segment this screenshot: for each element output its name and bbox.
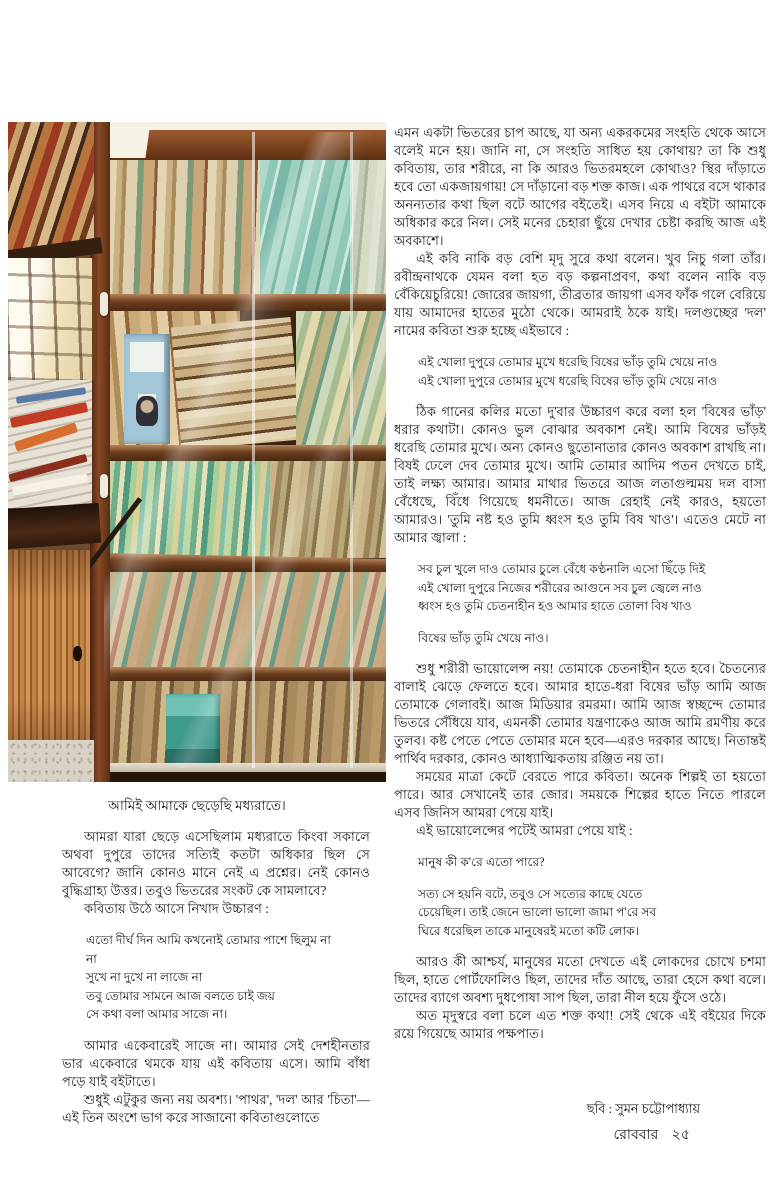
poem-line: না (86, 951, 97, 966)
left-column (62, 828, 370, 1127)
bookshelf-photo (8, 122, 386, 782)
right-column (394, 124, 766, 1043)
poem-line: মানুষ কী ক'রে এতো পারে? (418, 855, 545, 869)
poem-line: এই খোলা দুপুরে তোমার মুখে ধরেছি বিষের ভাঁড় তুমি খেয়ে নাও (418, 373, 718, 388)
magazine (14, 422, 78, 451)
paragraph: শুধু শরীরী ভায়োলেন্স নয়! তোমাকে চেতনাহীন হতে হবে। চৈতন্যের বালাই ঝেড়ে ফেলতে হবে। আমার হাতে-ধরা বিষের ভাঁড় আমি আজ তোমাকে গেলাবই। আজ মিডিয়ার রমরমা। আমি আজ স্বচ্ছন্দে তোমার ভিতরে সেঁধিয়ে যাব, এমনকী তোমার যন্ত্রণাকেও আজ আমি রমণীয় করে তুলব। কষ্ট পেতে পেতে তোমার মনে হবে—এরও দরকার আছে। নিতান্তই পার্থিব দরকার, কোনও আধ্যাত্মিকতায় রঞ্জিত নয় তা। (394, 661, 766, 766)
shelf4-books (108, 572, 386, 669)
poem-line: এই খোলা দুপুরে নিজের শরীরের আগুনে সব চুল জ্বেলে নাও (418, 580, 702, 595)
left-book-stack (8, 122, 94, 254)
keyhole (73, 646, 82, 661)
magazine (16, 387, 86, 404)
poem-line: ঘিরে ধরেছিল তাকে মানুষেরই মতো কটি লোক। (418, 923, 640, 938)
paragraph: কবিতায় উঠে আসে নিখাদ উচ্চারণ : (84, 901, 269, 916)
paragraph: আমরা যারা ছেড়ে এসেছিলাম মধ্যরাতে কিংবা সকালে অথবা দুপুরে তাদের সত্যিই কতটা অধিকার ছিল সে আবেগে? জানি কোনও মানে নেই এ প্রশ্নের। নেই কোনও বুদ্ধিগ্রাহ্য উত্তর। তবুও ভিতরের সংকট কে সামলাবে? (62, 829, 370, 898)
poem-line: সে কথা বলা আমার সাজে না। (86, 1007, 228, 1021)
wooden-door (8, 550, 90, 750)
cabinet-top-edge (8, 503, 101, 550)
shelf1-pale-books (352, 160, 386, 296)
shelf1-teal-books (260, 160, 352, 296)
book-label (130, 342, 164, 372)
paragraph: ঠিক গানের কলির মতো দু'বার উচ্চারণ করে বলা হল 'বিষের ভাঁড়' ধরার কথাটা। কোনও ভুল বোঝার অবকাশ নেই। আমি বিষের ভাঁড়ই ধরেছি তোমার মুখে। অন্য কোনও ছুতোনাতার কোনও অবকাশ রাখছি না। বিষই ঢেলে দেব তোমার মুখে। আমি তোমার আদিম পতন দেখতে চাই, তাই লক্ষ্য আমার। আমার মাথার ভিতরে আজ লতাগুল্মময় দল বাসা বেঁধেছে, বিঁধে গিয়েছে ধমনীতে। আজ রেহাই নেই কারও, হয়তো আমারও। 'তুমি নষ্ট হও তুমি ধ্বংস হও তুমি বিষ খাও'। এতেও মেটে না আমার জ্বালা : (394, 404, 766, 545)
poem-line: বিষের ভাঁড় তুমি খেয়ে নাও। (418, 630, 549, 645)
shelf-board (104, 667, 386, 681)
paragraph: শুধুই এটুকুর জন্য নয় অবশ্য। 'পাথর', 'দল' আর 'চিতা'—এই তিন অংশে ভাগ করে সাজানো কবিতাগুলোতে (62, 1091, 370, 1125)
poem-line: ধ্বংস হও তুমি চেতনাহীন হও আমার হাতে তোলা বিষ খাও (418, 599, 692, 613)
magazine-name-page-number: রোববার ২৫ (613, 1128, 690, 1143)
poem-line: সত্য সে হয়নি বটে, তবুও সে সত্যের কাছে যেতে (418, 886, 643, 901)
poem-block (418, 560, 766, 616)
poem-block (86, 931, 370, 1024)
paragraph: আমার একেবারেই সাজে না। আমার সেই দেশহীনতার ভার একেবারে থমকে যায় এই কবিতায় এসে। আমি বাঁধা পড়ে যাই বইটাতে। (62, 1037, 370, 1089)
poem-line: চেয়েছিল। তাই জেনে ভালো ভালো জামা প'রে সব (418, 905, 657, 919)
terrazzo-floor (8, 740, 94, 782)
photo-detail (103, 122, 150, 158)
magazine (10, 402, 88, 428)
poem-block (418, 353, 766, 390)
shelf2-stacked-books (171, 317, 301, 450)
poem-block (418, 885, 766, 941)
window-reflection-glass-cabinet (8, 258, 97, 380)
shelf-board (104, 445, 386, 461)
paragraph: সময়ের মাত্রা কেটে বেরতে পারে কবিতা। অনেক শিল্পই তা হয়তো পারে। আর সেখানেই তার জোর। সময়কে শিল্পের হাতে নিতে পারলে এসব জিনিস আমরা পেয়ে যাই। (394, 769, 766, 820)
shelf5-books (108, 681, 386, 767)
shelf1-books (108, 160, 260, 296)
blue-portrait-book (124, 334, 170, 444)
glass-door-handle (100, 292, 108, 316)
shelf-board (104, 294, 386, 311)
paragraph: এই ভায়োলেন্সের পটেই আমরা পেয়ে যাই : (416, 823, 633, 838)
shelf3-brown-books (270, 461, 386, 558)
poem-line: এতো দীর্ঘ দিন আমি কখনোই তোমার পাশে ছিলুম না (86, 933, 331, 947)
paragraph: এমন একটা ভিতরের চাপ আছে, যা অন্য একরকমের সংহতি থেকে আসে বলেই মনে হয়। জানি না, সে সংহতি সাধিত হয় কোথায়? তা কি শুধু কবিতায়, তার শরীরে, না কি আরও ভিতরমহলে কোথাও? স্থির দাঁড়াতে হবে তো একজায়গায়! সে দাঁড়ানো বড় শক্ত কাজ। এক পাথরে বসে থাকার অনন্যতার কথা ছিল বটে আগের বইতেই। এসব নিয়ে এ বইটা আমাকে অধিকার করে নিল। সেই মনের চেহারা ছুঁয়ে দেখার চেষ্টা করছি আজ এই অবকাশে। (394, 125, 766, 248)
portrait-on-cover (136, 396, 158, 426)
paragraph: এই কবি নাকি বড় বেশি মৃদু সুরে কথা বলেন। খুব নিচু গলা তাঁর। রবীন্দ্রনাথকে যেমন বলা হত বড় কল্পনাপ্রবণ, কথা বলেন নাকি বড় বেঁকিয়েচুরিয়ে! জোরের জায়গা, তীব্রতার জায়গা এসব ফাঁক গলে বেরিয়ে যায় আমাদের হাতের মুঠো থেকে। আমরাই ঠকে যাই। দলগুচ্ছের 'দল' নামের কবিতা শুরু হচ্ছে এইভাবে : (394, 251, 766, 338)
photo-credit (394, 1100, 766, 1121)
poem-block (418, 629, 766, 648)
glass-door-handle (100, 474, 108, 498)
photo-caption: আমিই আমাকে ছেড়েছি মধ্যরাতে। (108, 798, 286, 813)
magazine-pile (8, 380, 92, 508)
paragraph: আরও কী আশ্চর্য, মানুষের মতো দেখতে এই লোকদের চোখে চশমা ছিল, হাতে পোর্টফোলিও ছিল, তাদের দাঁত আছে, তারা হেসে কথা বলে। তাদের ব্যাগে অবশ্য দুধপোষা সাপ ছিল, তারা নীল হয়ে ফুঁসে ওঠে। (394, 954, 766, 1005)
page-footer (394, 1123, 766, 1147)
shelf2-right-books (296, 311, 386, 447)
photo-credit-text: ছবি : সুমন চট্টোপাধ্যায় (586, 1102, 700, 1116)
paragraph: অত মৃদুস্বরে বলা চলে এত শক্ত কথা! সেই থেকে এই বইয়ের দিকে রয়ে গিয়েছে আমার পক্ষপাত। (394, 1008, 766, 1041)
poem-line: সুখে না দুখে না লাজে না (86, 970, 203, 984)
poem-line: এই খোলা দুপুরে তোমার মুখে ধরেছি বিষের ভাঁড় তুমি খেয়ে নাও (418, 355, 718, 369)
poem-line: সব চুল খুলে দাও তোমার চুলে বেঁধে কণ্ঠনালি এসো ছিঁড়ে দিই (418, 562, 706, 576)
poem-block (418, 853, 766, 872)
bookcase-base-shadow (104, 772, 386, 782)
teal-front-facing-book (166, 694, 220, 767)
poem-line: তবু তোমার সামনে আজ বলতে চাই জয় (86, 988, 275, 1003)
